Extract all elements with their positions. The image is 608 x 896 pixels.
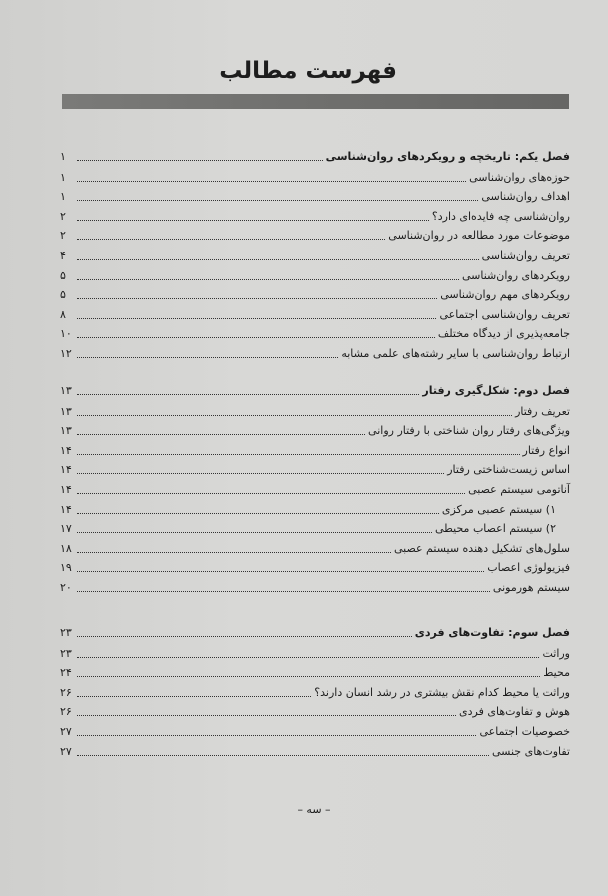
dot-leader: [77, 200, 478, 201]
toc-entry[interactable]: [60, 420, 570, 438]
dot-leader: [77, 259, 479, 260]
toc-entry-label: اهداف روان‌شناسی: [481, 190, 570, 204]
dot-leader: [77, 735, 476, 736]
dot-leader: [77, 493, 465, 494]
dot-leader: [77, 160, 323, 161]
toc-page-number: ۱۴: [60, 483, 72, 496]
toc-entry-label: وراثت: [542, 646, 570, 660]
toc-chapter-heading[interactable]: [60, 622, 570, 640]
toc-entry-label: ویژگی‌های رفتار روان شناختی با رفتار روانی: [368, 424, 570, 438]
toc-entry-label: رویکردهای مهم روان‌شناسی: [440, 288, 570, 302]
toc-entry-label: رویکردهای روان‌شناسی: [461, 268, 570, 282]
dot-leader: [77, 676, 540, 677]
dot-leader: [77, 657, 539, 658]
dot-leader: [77, 696, 311, 697]
dot-leader: [77, 220, 429, 221]
dot-leader: [77, 298, 437, 299]
toc-page-number: ۱۴: [60, 443, 72, 457]
toc-entry-label: حوزه‌های روان‌شناسی: [469, 170, 570, 184]
page-number-footer: – سه –: [297, 803, 331, 816]
toc-entry[interactable]: [60, 538, 570, 556]
toc-entry[interactable]: [60, 323, 570, 341]
toc-entry-label: ارتباط روان‌شناسی با سایر رشته‌های علمی مشابه: [341, 347, 570, 360]
toc-page-number: ۲: [60, 209, 66, 223]
toc-entry-label: روان‌شناسی چه فایده‌ای دارد؟: [431, 209, 570, 223]
toc-page-number: ۴: [60, 249, 66, 262]
toc-entry[interactable]: [60, 343, 570, 361]
toc-entry[interactable]: [60, 284, 570, 302]
toc-entry[interactable]: [60, 557, 570, 575]
toc-page-number: ۱۳: [60, 404, 72, 418]
toc-page-number: ۱۲: [60, 347, 72, 360]
toc-entry-label: فصل سوم: تفاوت‌های فردی: [414, 626, 570, 639]
toc-page-number: ۱: [60, 150, 66, 163]
toc-page-number: ۲۶: [60, 685, 72, 699]
toc-entry-label: اساس زیست‌شناختی رفتار: [447, 463, 570, 477]
toc-entry[interactable]: [60, 167, 570, 185]
dot-leader: [77, 591, 490, 592]
toc-entry-label: ۱) سیستم عصبی مرکزی: [441, 502, 556, 516]
toc-entry-label: وراثت یا محیط کدام نقش بیشتری در رشد انسان دارند؟: [314, 685, 570, 699]
dot-leader: [77, 715, 456, 716]
toc-entry[interactable]: [60, 499, 570, 517]
toc-entry[interactable]: [60, 401, 570, 419]
toc-entry[interactable]: [60, 721, 570, 739]
toc-entry-label: خصوصیات اجتماعی: [479, 725, 570, 738]
toc-page-number: ۲۳: [60, 646, 72, 660]
dot-leader: [77, 552, 391, 553]
toc-entry-label: تعریف روان‌شناسی: [481, 249, 570, 262]
toc-entry[interactable]: [60, 662, 570, 680]
dot-leader: [77, 755, 489, 756]
toc-page-number: ۱۰: [60, 327, 72, 341]
toc-chapter-heading[interactable]: [60, 380, 570, 398]
dot-leader: [77, 513, 439, 514]
toc-entry[interactable]: [60, 518, 570, 536]
toc-page-number: ۱۳: [60, 424, 72, 438]
dot-leader: [77, 532, 432, 533]
toc-page-number: ۱: [60, 170, 66, 184]
toc-entry-label: تعریف روان‌شناسی اجتماعی: [439, 307, 570, 321]
toc-page-number: ۲۴: [60, 666, 72, 680]
dot-leader: [77, 434, 365, 435]
toc-page-number: ۱۷: [60, 522, 72, 536]
toc-page-number: ۲۷: [60, 725, 72, 738]
toc-entry-label: فصل دوم: شکل‌گیری رفتار: [422, 384, 570, 397]
toc-page-number: ۲۰: [60, 581, 72, 594]
dot-leader: [77, 279, 459, 280]
toc-entry-label: انواع رفتار: [522, 443, 570, 457]
toc-entry-label: موضوعات مورد مطالعه در روان‌شناسی: [388, 229, 570, 243]
toc-entry-label: تعریف رفتار: [515, 404, 570, 418]
toc-page-number: ۱: [60, 190, 66, 204]
toc-entry[interactable]: [60, 245, 570, 263]
toc-page-number: ۱۴: [60, 463, 72, 477]
toc-entry[interactable]: [60, 186, 570, 204]
toc-entry-label: جامعه‌پذیری از دیدگاه مختلف: [437, 327, 570, 341]
toc-page-number: ۲: [60, 229, 66, 243]
toc-entry-label: هوش و تفاوت‌های فردی: [459, 705, 570, 719]
toc-entry[interactable]: [60, 265, 570, 283]
toc-entry-label: فصل یکم: تاریخچه و رویکردهای روان‌شناسی: [325, 150, 570, 163]
toc-entry[interactable]: [60, 701, 570, 719]
toc-page-number: ۵: [60, 288, 66, 302]
toc-entry-label: ۲) سیستم اعصاب محیطی: [434, 522, 556, 536]
page-title: فهرست مطالب: [219, 58, 397, 84]
toc-entry[interactable]: [60, 440, 570, 458]
toc-entry[interactable]: [60, 682, 570, 700]
dot-leader: [77, 394, 419, 395]
toc-page-number: ۵: [60, 268, 66, 282]
toc-chapter-heading[interactable]: [60, 146, 570, 164]
dot-leader: [77, 239, 385, 240]
toc-entry-label: محیط: [543, 666, 570, 680]
dot-leader: [77, 473, 444, 474]
toc-page-number: ۸: [60, 307, 66, 321]
toc-page-number: ۲۶: [60, 705, 72, 719]
toc-entry[interactable]: [60, 741, 570, 759]
toc-entry[interactable]: [60, 206, 570, 224]
dot-leader: [77, 636, 412, 637]
dot-leader: [77, 357, 338, 358]
dot-leader: [77, 337, 435, 338]
toc-entry[interactable]: [60, 304, 570, 322]
toc-page-number: ۲۳: [60, 626, 72, 639]
dot-leader: [77, 181, 466, 182]
dot-leader: [77, 318, 436, 319]
toc-entry-label: فیزیولوژی اعصاب: [487, 561, 570, 575]
dot-leader: [77, 571, 484, 572]
toc-page-number: ۱۳: [60, 384, 72, 397]
toc-entry-label: تفاوت‌های جنسی: [491, 744, 570, 758]
toc-entry[interactable]: [60, 643, 570, 661]
title-rule: [62, 94, 569, 109]
toc-entry[interactable]: [60, 479, 570, 497]
toc-entry-label: سلول‌های تشکیل دهنده سیستم عصبی: [393, 541, 570, 555]
dot-leader: [77, 454, 520, 455]
toc-entry-label: سیستم هورمونی: [492, 581, 570, 594]
toc-entry[interactable]: [60, 225, 570, 243]
toc-entry-label: آناتومی سیستم عصبی: [468, 483, 570, 496]
toc-page-number: ۱۸: [60, 541, 72, 555]
dot-leader: [77, 415, 512, 416]
toc-page-number: ۲۷: [60, 744, 72, 758]
toc-page-number: ۱۴: [60, 502, 72, 516]
toc-entry[interactable]: [60, 459, 570, 477]
toc-page-number: ۱۹: [60, 561, 72, 575]
toc-entry[interactable]: [60, 577, 570, 595]
